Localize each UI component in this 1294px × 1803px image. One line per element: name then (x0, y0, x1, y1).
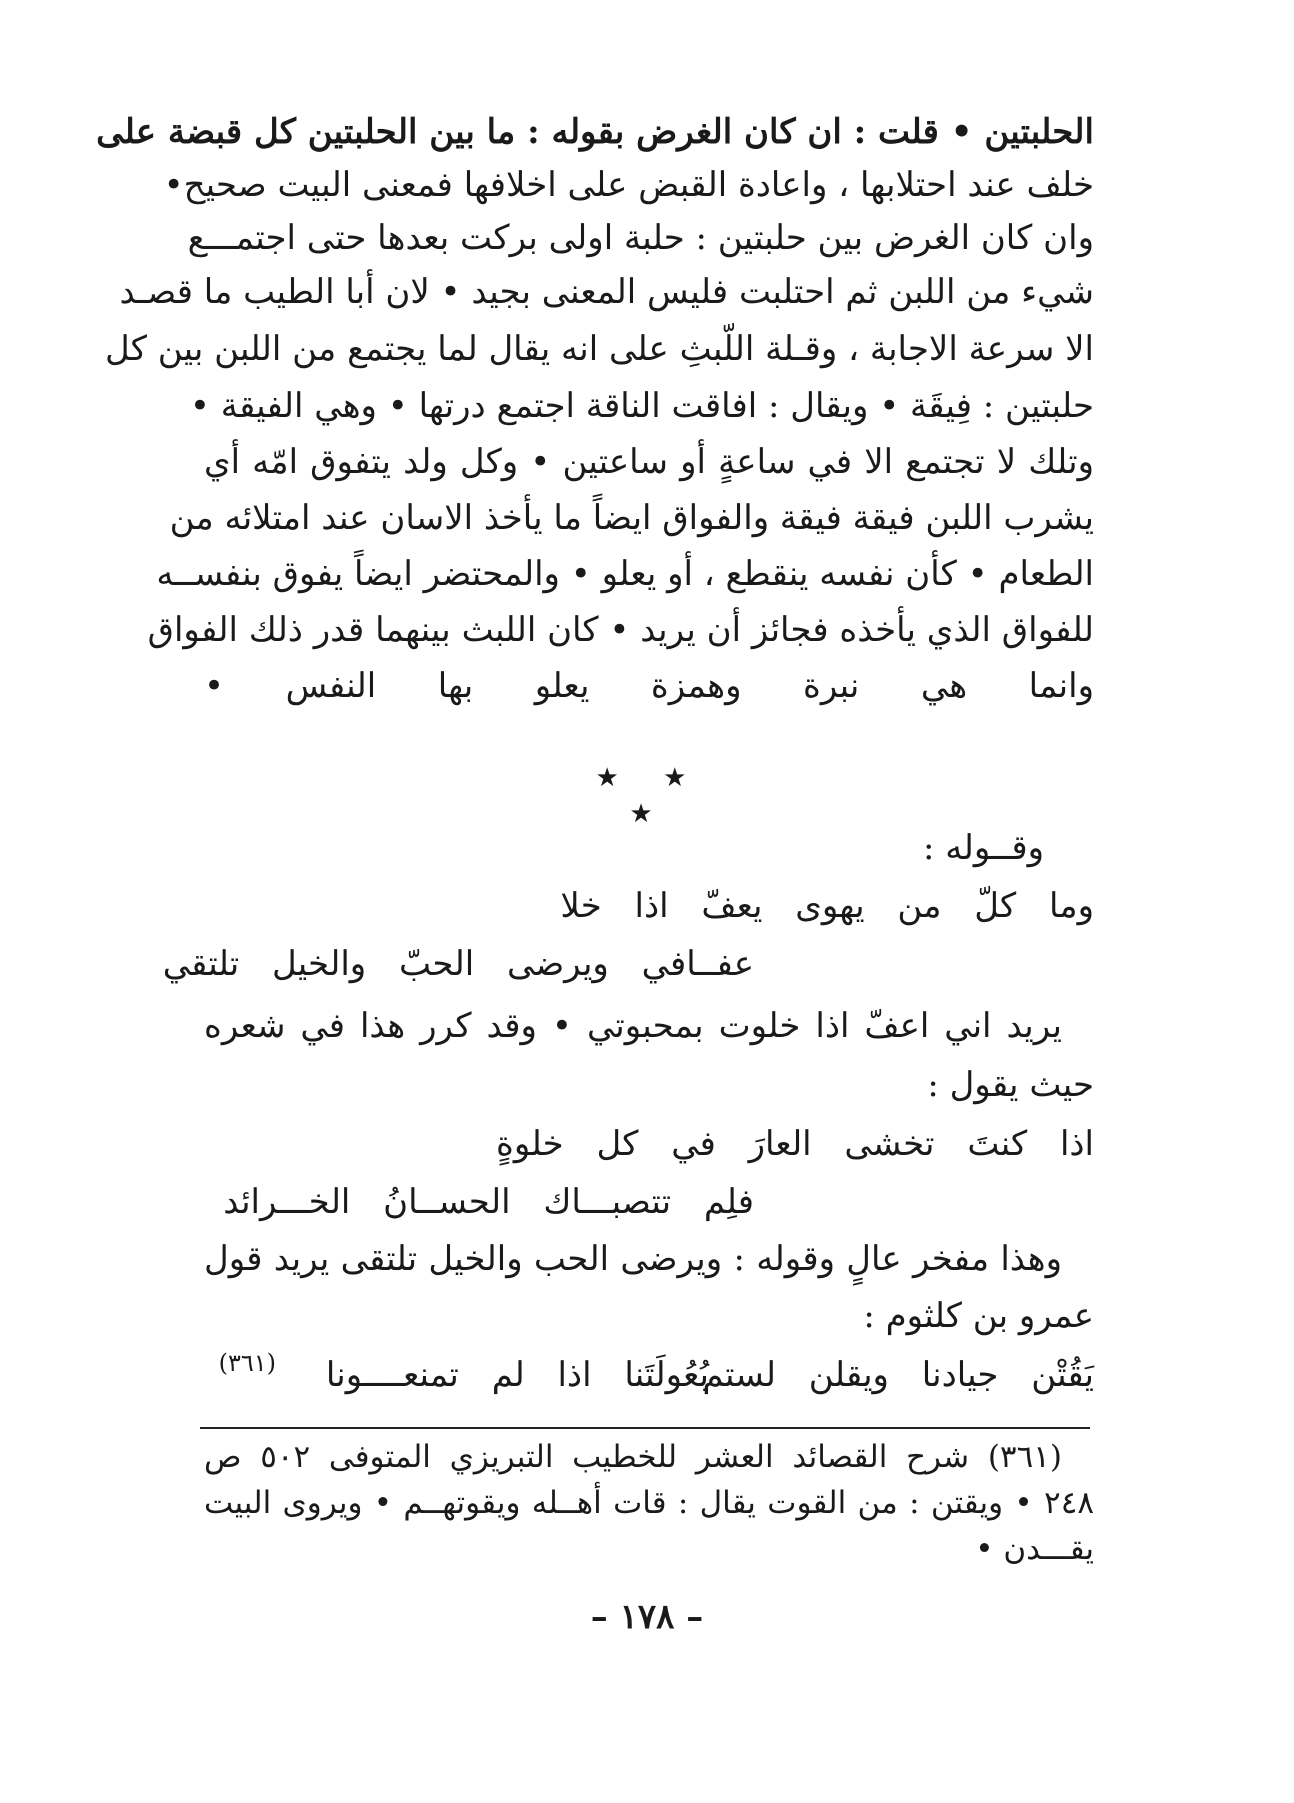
footnote-line: ٢٤٨ • ويقتن : من القوت يقال : قات أهــله ويقوتهــم • ويروى البيت (204, 1485, 1094, 1521)
text-line: وانما هي نبرة وهمزة يعلو بها النفس • (204, 666, 1094, 706)
text-line: الا سرعة الاجابة ، وقـلة اللّبثِ على انه يقال لما يجتمع من اللبن بين كل (105, 329, 1094, 369)
text-line: يشرب اللبن فيقة فيقة والفواق ايضاً ما يأخذ الاسان عند امتلائه من (169, 498, 1094, 538)
section-separator: ★ ★ ★ (595, 763, 705, 829)
text-line: خلف عند احتلابها ، واعادة القبض على اخلافها فمعنى البيت صحيح• (163, 165, 1094, 205)
text-line: حيث يقول : (927, 1065, 1094, 1105)
verse-hemistich-first: اذا كنتَ تخشى العارَ في كل خلوةٍ (496, 1124, 1094, 1164)
footnote-line: (٣٦١) شرح القصائد العشر للخطيب التبريزي المتوفى ٥٠٢ ص (204, 1439, 1062, 1475)
page-number: – ١٧٨ – (590, 1597, 704, 1637)
quote-heading: وقــوله : (922, 828, 1044, 868)
verse-hemistich-second: فلِم تتصبـــاك الحســانُ الخـــرائد (223, 1182, 754, 1222)
text-line: وتلك لا تجتمع الا في ساعةٍ أو ساعتين • وكل ولد يتفوق امّه أي (204, 442, 1094, 482)
text-line: عمرو بن كلثوم : (863, 1296, 1094, 1336)
text-line: حلبتين : فِيقَة • ويقال : افاقت الناقة اجتمع درتها • وهي الفيقة • (189, 386, 1094, 426)
verse-hemistich-first: وما كلّ من يهوى يعفّ اذا خلا (560, 886, 1094, 926)
footnote-line: يقـــدن • (975, 1531, 1094, 1567)
verse-hemistich-first: يَقُتْن جيادنا ويقلن لستم (702, 1355, 1094, 1395)
text-line: شيء من اللبن ثم احتلبت فليس المعنى بجيد • لان أبا الطيب ما قصـد (119, 272, 1094, 312)
footnote-divider (200, 1427, 1090, 1429)
verse-hemistich-second: بُعُولَتَنا اذا لم تمنعــــونا (325, 1355, 709, 1395)
text-line: الطعام • كأن نفسه ينقطع ، أو يعلو • والمحتضر ايضاً يفوق بنفســه (156, 554, 1094, 594)
verse-hemistich-second: عفــافي ويرضى الحبّ والخيل تلتقي (162, 944, 754, 984)
text-line: يريد اني اعفّ اذا خلوت بمحبوتي • وقد كرر هذا في شعره (204, 1006, 1062, 1046)
text-line: للفواق الذي يأخذه فجائز أن يريد • كان اللبث بينهما قدر ذلك الفواق (147, 610, 1094, 650)
text-line: وان كان الغرض بين حلبتين : حلبة اولى بركت بعدها حتى اجتمـــع (187, 218, 1094, 258)
text-line: الحلبتين • قلت : ان كان الغرض بقوله : ما بين الحلبتين كل قبضة على (96, 112, 1094, 152)
footnote-reference: (٣٦١) (218, 1349, 276, 1377)
text-line: وهذا مفخر عالٍ وقوله : ويرضى الحب والخيل تلتقى يريد قول (204, 1239, 1062, 1279)
